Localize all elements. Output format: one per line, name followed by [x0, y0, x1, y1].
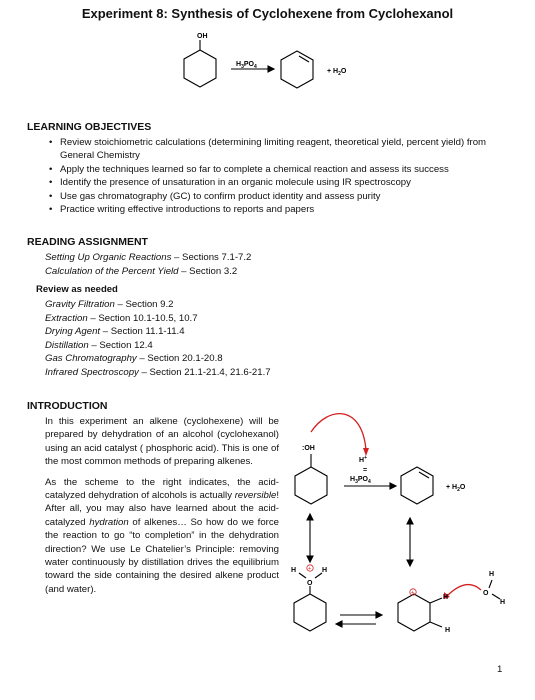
reading-heading: READING ASSIGNMENT: [27, 236, 148, 248]
list-item: Gravity Filtration – Section 9.2: [45, 299, 174, 310]
h-label: H: [443, 594, 449, 601]
water-label: + $H_2O$: [327, 68, 347, 77]
objectives-heading: LEARNING OBJECTIVES: [27, 121, 152, 133]
hplus-label: H+: [359, 455, 367, 464]
list-item: Infrared Spectroscopy – Section 21.1-21.4, 21.6-21.7: [45, 366, 271, 378]
reaction-arrowhead: [390, 483, 396, 489]
intro-paragraph-1: In this experiment an alkene (cyclohexene) will be prepared by dehydration of an alcohol (cyclohexanol) using an acid catalyst ( phosphoric acid). This is one of the most common methods of preparing alkenes.: [45, 416, 279, 468]
page-number: 1: [497, 664, 503, 675]
reading-list: [45, 251, 251, 278]
list-item: Calculation of the Percent Yield – Section 3.2: [45, 265, 238, 277]
oh-label: :OH: [302, 445, 315, 452]
h-label: H: [322, 567, 328, 574]
list-item: • Use gas chromatography (GC) to confirm product identity and assess purity: [47, 190, 509, 203]
water-bond-bottom: [492, 594, 500, 599]
water-bond-top: [489, 580, 492, 588]
list-item: Extraction – Section 10.1-10.5, 10.7: [45, 312, 198, 324]
cyclohexene-ring: [401, 467, 433, 504]
c-h-bond-top: [430, 598, 442, 603]
oh-bond-right: [315, 573, 322, 578]
h-label: H: [500, 599, 506, 606]
introduction-heading: INTRODUCTION: [27, 400, 108, 412]
list-item: • Review stoichiometric calculations (determining limiting reagent, theoretical yield, percent yield) from General Chemistry: [47, 136, 509, 163]
intro-paragraph-2: As the scheme to the right indicates, the acid-catalyzed dehydration of alcohols is actually reversible! After all, you may also have learned about the acid-catalyzed hydration of alkenes… So how do we force the reaction to go “to completion” in the dehydration direction? We use Le Chatelier’s Principle: removing water continuously by distillation drives the equilibrium toward the side containing the desired alkene product (and water).: [45, 476, 279, 595]
catalyst-label: $H_3PO_4$: [236, 61, 257, 70]
cyclohexanol-ring: [184, 50, 216, 87]
h-label: H: [489, 571, 495, 578]
catalyst-label: $H_3PO_4$: [350, 476, 371, 485]
mechanism-scheme: [280, 410, 535, 650]
oh-label: OH: [197, 33, 208, 40]
reaction-scheme-top: [0, 0, 535, 110]
curved-arrow-protonation: [311, 414, 366, 450]
list-item: Gas Chromatography – Section 20.1-20.8: [45, 353, 223, 365]
o-label: O: [307, 580, 313, 587]
list-item: • Identify the presence of unsaturation in an organic molecule using IR spectroscopy: [47, 176, 509, 189]
reaction-arrowhead: [268, 66, 274, 72]
svg-text:+: +: [308, 566, 312, 572]
curved-arrow-deprotonation: [447, 585, 481, 596]
protonated-ring: [294, 594, 326, 631]
review-list: [45, 298, 271, 380]
objectives-list: [47, 136, 509, 216]
list-item: Distillation – Section 12.4: [45, 339, 153, 351]
h-label: H: [445, 627, 451, 634]
review-heading: Review as needed: [36, 284, 118, 295]
svg-text:+: +: [411, 590, 415, 596]
cyclohexanol-ring: [295, 467, 327, 504]
oh-bond-left: [299, 573, 306, 578]
h-label: H: [291, 567, 297, 574]
list-item: • Apply the techniques learned so far to complete a chemical reaction and assess its success: [47, 163, 509, 176]
page-title: Experiment 8: Synthesis of Cyclohexene from Cyclohexanol: [81, 6, 454, 21]
list-item: • Practice writing effective introductions to reports and papers: [47, 203, 509, 216]
carbocation-ring: [398, 594, 430, 631]
introduction-text: [45, 415, 279, 603]
o-label: O: [483, 590, 489, 597]
c-h-bond-bottom: [430, 622, 442, 627]
cyclohexene-ring: [281, 51, 313, 88]
list-item: Setting Up Organic Reactions – Sections 7.1-7.2: [45, 252, 252, 263]
equiv-label: =: [363, 467, 368, 474]
water-label: + $H_2O$: [446, 484, 466, 493]
list-item: Drying Agent – Section 11.1-11.4: [45, 326, 185, 338]
